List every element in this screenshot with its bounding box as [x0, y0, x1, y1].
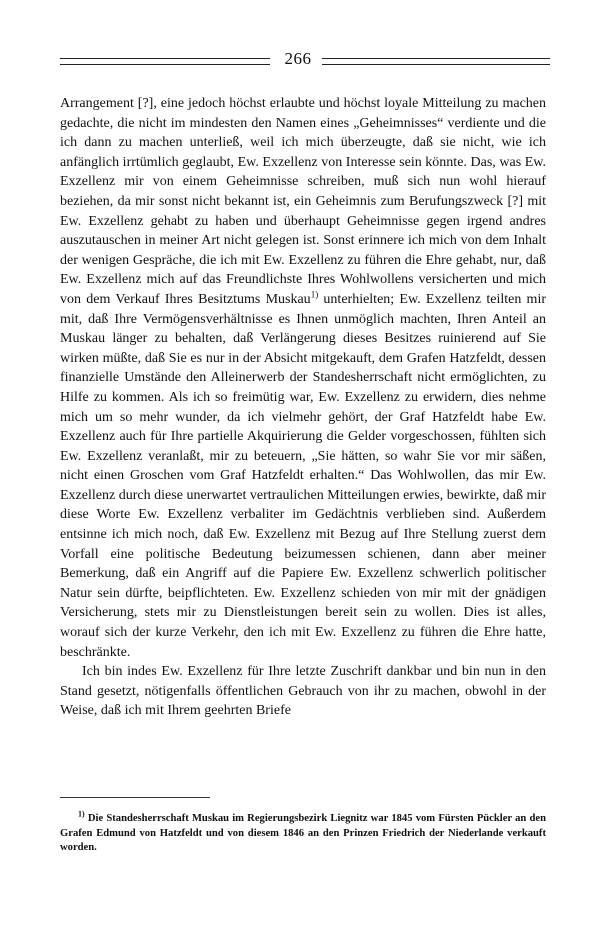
footnote-separator [60, 797, 210, 798]
header-rule-left [60, 58, 270, 65]
footnote-mark: 1) [78, 809, 85, 819]
paragraph-text: Ich bin indes Ew. Exzellenz für Ihre letzte Zuschrift dankbar und bin nun in den Stand gesetzt, nötigenfalls öffentlichen Gebrauch von ihr zu machen, obwohl in der Weise, daß ich mit Ihrem geehrten Briefe [60, 664, 546, 719]
header-rule-right [322, 58, 550, 65]
main-text [60, 94, 546, 721]
footnote-reference: 1) [310, 289, 319, 300]
footnote [60, 809, 546, 856]
paragraph [60, 662, 546, 721]
page-number: 266 [284, 49, 312, 68]
paragraph-text: Arrangement [?], eine jedoch höchst erlaubte und höchst loyale Mitteilung zu machen gedachte, die nicht im mindesten den Namen eines „Geheimnisses“ verdiente und die ich dann zu machen unterließ, weil ich mich überzeugte, daß sie nicht, wie ich anfänglich irrtümlich geglaubt, Ew. Exzellenz von Interesse sein könnte. Das, was Ew. Exzellenz mir von einem Geheimnisse schreiben, muß sich nun wohl hierauf beziehen, da mir sonst nicht bekannt ist, ein Geheimnis zum Berufungszweck [?] mit Ew. Exzellenz gehabt zu haben und überhaupt Geheimnisse gegen irgend andres auszutauschen in meiner Art nicht gelegen ist. Sonst erinnere ich mich von dem Inhalt der wenigen Gespräche, die ich mit Ew. Exzellenz zu führen die Ehre gehabt, nur, daß Ew. Exzellenz mich auf das Freundlichste Ihres Wohlwollens versicherten und mich von dem Verkauf Ihres Besitztums Muskau [60, 96, 546, 307]
page-header [60, 49, 550, 72]
paragraph [60, 94, 546, 662]
footnote-text: Die Standesherrschaft Muskau im Regierungsbezirk Liegnitz war 1845 vom Fürsten Pückler an den Grafen Edmund von Hatzfeldt und von diesem 1846 an den Prinzen Friedrich der Niederlande verkauft worden. [60, 813, 546, 853]
paragraph-text-continued: unterhielten; Ew. Exzellenz teilten mir mit, daß Ihre Vermögensverhältnisse es Ihnen unmöglich machten, Ihren Anteil an Muskau länger zu behalten, daß Verlängerung dieses Besitzes ruinierend auf Sie wirken müßte, daß Sie es nur in der Absicht mitgekauft, dem Grafen Hatzfeldt, dessen finanzielle Umstände den Alleinerwerb der Standesherrschaft nicht ermöglichten, zu Hilfe zu kommen. Als ich so freimütig war, Ew. Exzellenz zu erwidern, dies nehme mich um so mehr wunder, da ich vielmehr gehört, der Graf Hatzfeldt habe Ew. Exzellenz auch für Ihre partielle Akquirierung die Gelder vorgeschossen, fühlten sich Ew. Exzellenz veranlaßt, mir zu beteuern, „Sie hätten, so wahr Sie vor mir säßen, nicht einen Groschen vom Graf Hatzfeldt erhalten.“ Das Wohlwollen, das mir Ew. Exzellenz durch diese unerwartet vertraulichen Mitteilungen erwies, bewirkte, daß mir diese Worte Ew. Exzellenz verbaliter im Gedächtnis verblieben sind. Außerdem entsinne ich mich noch, daß Ew. Exzellenz mit Bezug auf Ihre Stellung zuerst dem Vorfall eine politische Bedeutung beizumessen schienen, dann aber meiner Bemerkung, daß ein Angriff auf die Papiere Ew. Exzellenz schwerlich politischer Natur sein dürfte, beipflichteten. Ew. Exzellenz schieden von mir mit der gnädigen Versicherung, stets mir zu Dienstleistungen bereit sein zu wollen. Dies ist alles, worauf sich der kurze Verkehr, den ich mit Ew. Exzellenz zu führen die Ehre hatte, beschränkte. [60, 291, 547, 660]
